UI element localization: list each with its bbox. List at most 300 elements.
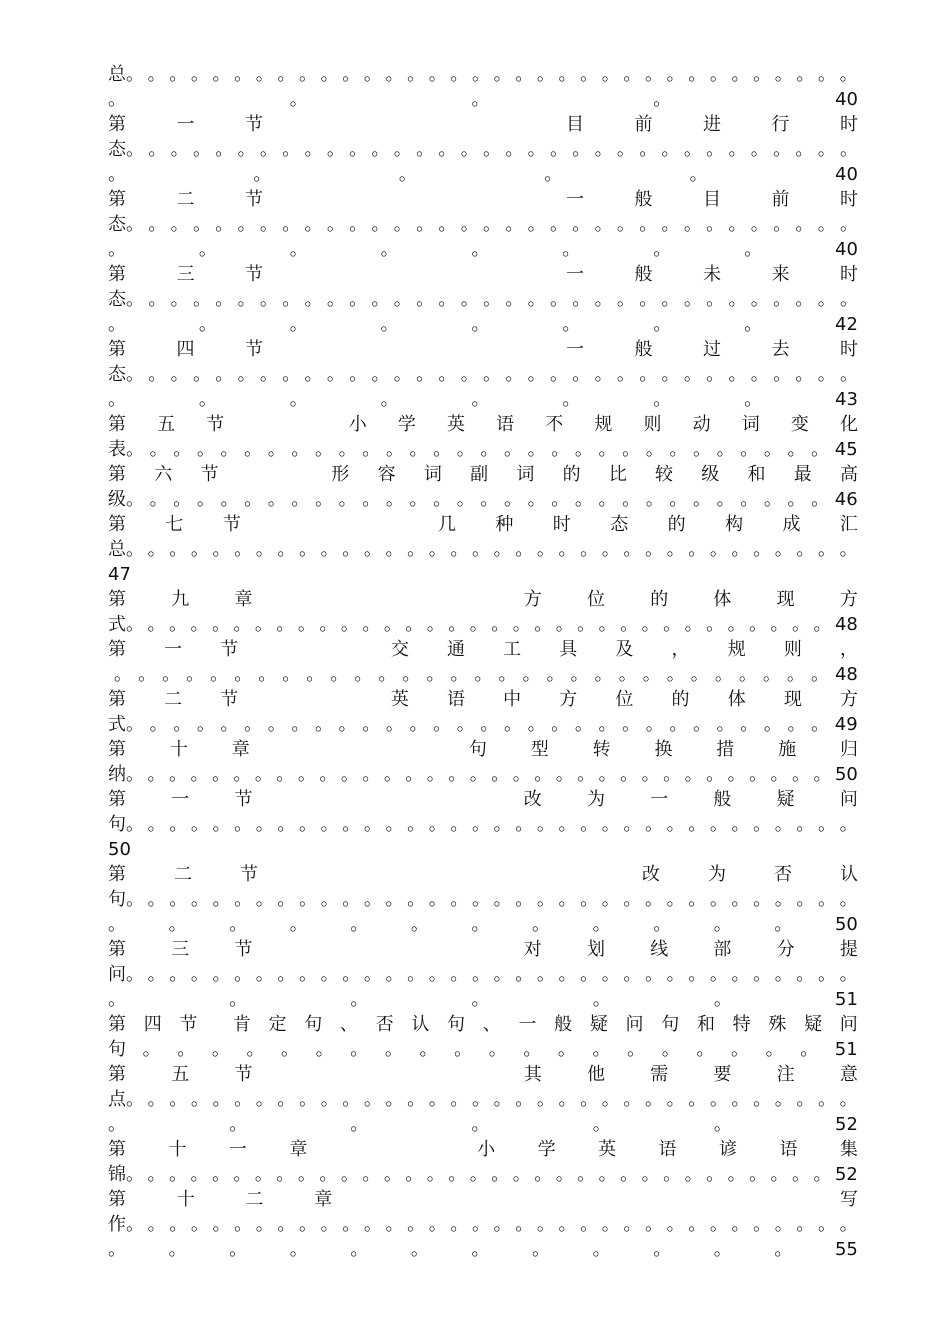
toc-char: 。 bbox=[342, 64, 361, 85]
toc-char: 。 bbox=[472, 814, 490, 835]
toc-char: 章 bbox=[234, 589, 253, 610]
leader-dot: 。 bbox=[340, 1164, 359, 1185]
leader-dot: 。 bbox=[523, 1039, 542, 1060]
toc-char: 词 bbox=[741, 414, 760, 435]
toc-line bbox=[108, 962, 858, 987]
leader-dot: 。 bbox=[592, 1114, 611, 1135]
toc-char: 。 bbox=[472, 964, 490, 985]
toc-char: 线 bbox=[650, 939, 669, 960]
toc-char: 。 bbox=[731, 1214, 750, 1235]
toc-char: 。 bbox=[839, 64, 858, 85]
leader-dot: 。 bbox=[562, 239, 581, 260]
toc-char: 。 bbox=[299, 964, 317, 985]
toc-char: 。 bbox=[840, 364, 858, 385]
leader-dot: 。 bbox=[522, 664, 541, 685]
toc-char: 。 bbox=[234, 1214, 253, 1235]
leader-dot: 。 bbox=[471, 989, 490, 1010]
toc-char: 。 bbox=[450, 814, 469, 835]
toc-char: 。 bbox=[645, 64, 663, 85]
toc-char: 态。 bbox=[108, 289, 144, 310]
toc-char: ， bbox=[671, 639, 690, 660]
toc-char: 。 bbox=[753, 814, 772, 835]
leader-dot: 。 bbox=[813, 1164, 832, 1185]
toc-line-text bbox=[108, 512, 858, 537]
toc-char: 。 bbox=[601, 814, 620, 835]
leader-dot: 式。 bbox=[108, 714, 144, 735]
leader-dot: 。 bbox=[471, 1114, 490, 1135]
toc-char: 。 bbox=[683, 289, 702, 310]
toc-char: 提 bbox=[839, 939, 858, 960]
toc-char: 。 bbox=[818, 964, 836, 985]
toc-char: 对 bbox=[523, 939, 542, 960]
leader-dot: 。 bbox=[749, 1164, 768, 1185]
toc-char: 。 bbox=[558, 1214, 577, 1235]
toc-char: 。 bbox=[796, 64, 815, 85]
leader-dot: 。 bbox=[787, 439, 806, 460]
leader-dot: 。 bbox=[162, 664, 181, 685]
toc-char: 。 bbox=[472, 889, 490, 910]
toc-char: 。 bbox=[190, 814, 209, 835]
leader-dot: 。 bbox=[577, 764, 596, 785]
leader-dot: 。 bbox=[622, 439, 641, 460]
leader-dot: 。 bbox=[198, 314, 217, 335]
leader-dot: 。 bbox=[716, 714, 735, 735]
toc-line bbox=[108, 1087, 858, 1112]
leader-dot: 。 bbox=[220, 489, 239, 510]
leader-dot: 。 bbox=[641, 614, 660, 635]
toc-char: 句。 bbox=[108, 814, 144, 835]
toc-char: 集 bbox=[839, 1139, 858, 1160]
toc-char: 和 bbox=[747, 464, 766, 485]
leader-dot: 。 bbox=[233, 1164, 252, 1185]
leader-dot: 。 bbox=[471, 239, 490, 260]
leader-dot: 。 bbox=[297, 764, 316, 785]
leader-dot: 。 bbox=[620, 764, 639, 785]
toc-char: 。 bbox=[580, 64, 599, 85]
leader-dot: 。 bbox=[456, 489, 475, 510]
toc-char: 。 bbox=[320, 539, 339, 560]
toc-char: 。 bbox=[212, 64, 231, 85]
toc-char: 疑 bbox=[589, 1014, 608, 1035]
leader-dot: 。 bbox=[620, 614, 639, 635]
toc-char: 。 bbox=[170, 289, 189, 310]
toc-char: 。 bbox=[661, 289, 680, 310]
toc-char: 点。 bbox=[108, 1089, 144, 1110]
toc-char: 。 bbox=[666, 889, 685, 910]
leader-dot: 。 bbox=[669, 714, 688, 735]
toc-char: 。 bbox=[774, 539, 793, 560]
leader-dot: 。 bbox=[426, 1164, 445, 1185]
toc-line bbox=[108, 637, 858, 662]
toc-char: 。 bbox=[320, 64, 339, 85]
toc-char: 化 bbox=[840, 414, 858, 435]
toc-char: 句 bbox=[447, 1014, 466, 1035]
leader-dot: 。 bbox=[385, 489, 404, 510]
toc-char: 。 bbox=[407, 64, 426, 85]
leader-dot: 。 bbox=[385, 714, 404, 735]
toc-line bbox=[108, 687, 858, 712]
leader-dot: 纳。 bbox=[108, 764, 144, 785]
toc-line-text bbox=[108, 937, 858, 962]
leader-dot: 。 bbox=[527, 714, 546, 735]
toc-line bbox=[108, 1012, 858, 1037]
leader-dot: 。 bbox=[196, 489, 215, 510]
toc-char: 构 bbox=[725, 514, 744, 535]
toc-char: 。 bbox=[515, 1089, 534, 1110]
toc-char: 。 bbox=[536, 539, 555, 560]
toc-char: 。 bbox=[342, 539, 361, 560]
toc-char: 。 bbox=[594, 364, 613, 385]
leader-dot: 。 bbox=[108, 1239, 126, 1260]
toc-char: 。 bbox=[601, 1089, 620, 1110]
toc-char: 。 bbox=[304, 289, 323, 310]
toc-char: 。 bbox=[438, 364, 457, 385]
leader-dot: 。 bbox=[409, 714, 428, 735]
toc-char: 。 bbox=[572, 214, 591, 235]
leader-dot: 。 bbox=[622, 489, 641, 510]
leader-dot: 。 bbox=[551, 714, 570, 735]
leader-dot: 。 bbox=[740, 714, 759, 735]
toc-char: 。 bbox=[371, 139, 390, 160]
toc-char: 不 bbox=[545, 414, 564, 435]
toc-char: 般 bbox=[554, 1014, 573, 1035]
toc-char: 否 bbox=[375, 1014, 394, 1035]
leader-dot: 。 bbox=[114, 664, 133, 685]
toc-char: 和 bbox=[696, 1014, 715, 1035]
toc-leader-line bbox=[108, 487, 858, 512]
toc-char: 。 bbox=[385, 1214, 404, 1235]
toc-char: 。 bbox=[428, 1089, 447, 1110]
toc-char: 语 bbox=[779, 1139, 798, 1160]
toc-char: 。 bbox=[450, 64, 469, 85]
leader-dot: 。 bbox=[491, 614, 510, 635]
toc-char: 。 bbox=[342, 964, 361, 985]
toc-char: 。 bbox=[580, 539, 599, 560]
toc-char: 。 bbox=[709, 64, 728, 85]
toc-char: 工 bbox=[503, 639, 522, 660]
toc-char: 。 bbox=[558, 539, 577, 560]
toc-char: 一 bbox=[566, 189, 584, 210]
toc-char: 问 bbox=[839, 1014, 858, 1035]
toc-char: 节 bbox=[222, 514, 241, 535]
toc-char: 。 bbox=[385, 539, 404, 560]
leader-dot: 。 bbox=[319, 614, 338, 635]
toc-char: 。 bbox=[320, 889, 339, 910]
leader-dot: 。 bbox=[220, 714, 239, 735]
leader-dot: 。 bbox=[229, 989, 248, 1010]
toc-line bbox=[108, 462, 858, 487]
toc-line bbox=[108, 287, 858, 312]
toc-char: 第 bbox=[108, 1189, 126, 1210]
toc-char: 。 bbox=[572, 289, 591, 310]
toc-leader-line bbox=[108, 1112, 858, 1137]
toc-char: 成 bbox=[782, 514, 801, 535]
leader-dot: 。 bbox=[770, 1164, 789, 1185]
toc-char: 为 bbox=[708, 864, 726, 885]
toc-char: 。 bbox=[709, 1089, 728, 1110]
leader-dot: 。 bbox=[689, 164, 708, 185]
toc-char: 一 bbox=[650, 789, 669, 810]
page-number: 50 bbox=[108, 839, 131, 860]
leader-dot: 。 bbox=[714, 664, 733, 685]
leader-dot: 。 bbox=[289, 914, 308, 935]
toc-char: 。 bbox=[616, 289, 635, 310]
leader-dot: 。 bbox=[471, 89, 490, 110]
toc-line bbox=[108, 1112, 858, 1137]
toc-char: 。 bbox=[147, 889, 166, 910]
toc-char: 。 bbox=[483, 364, 501, 385]
leader-dot: 。 bbox=[297, 1164, 316, 1185]
toc-char: 。 bbox=[493, 889, 512, 910]
toc-char: 。 bbox=[147, 1089, 166, 1110]
leader-dot: 。 bbox=[810, 664, 829, 685]
leader-dot: 。 bbox=[592, 1039, 611, 1060]
page-number: 42 bbox=[835, 314, 858, 335]
toc-leader-line bbox=[108, 437, 858, 462]
toc-char: 。 bbox=[505, 139, 524, 160]
toc-char: 比 bbox=[608, 464, 627, 485]
toc-char: 第 bbox=[108, 1139, 126, 1160]
leader-dot: 。 bbox=[448, 614, 467, 635]
toc-char: 。 bbox=[709, 1214, 728, 1235]
leader-dot: 。 bbox=[713, 1114, 732, 1135]
toc-char: 小 bbox=[348, 414, 367, 435]
toc-char: 。 bbox=[234, 539, 253, 560]
toc-char: 。 bbox=[527, 289, 546, 310]
toc-char: 部 bbox=[713, 939, 732, 960]
leader-dot: 。 bbox=[149, 439, 168, 460]
toc-char: 。 bbox=[277, 814, 296, 835]
leader-dot: 。 bbox=[108, 239, 126, 260]
toc-char: 。 bbox=[795, 214, 814, 235]
leader-dot: 。 bbox=[448, 764, 467, 785]
toc-char: 汇 bbox=[839, 514, 858, 535]
leader-dot: 。 bbox=[813, 614, 832, 635]
toc-char: 。 bbox=[558, 814, 577, 835]
toc-char: 。 bbox=[558, 964, 577, 985]
toc-char: 。 bbox=[709, 889, 728, 910]
leader-dot: 。 bbox=[340, 614, 359, 635]
leader-dot: 。 bbox=[419, 1039, 438, 1060]
toc-char: 。 bbox=[774, 889, 793, 910]
toc-char: 。 bbox=[483, 289, 501, 310]
toc-char: 。 bbox=[385, 64, 404, 85]
toc-char: 。 bbox=[580, 964, 599, 985]
toc-char: 。 bbox=[623, 1214, 642, 1235]
leader-dot: 。 bbox=[471, 1239, 490, 1260]
toc-char: 。 bbox=[349, 139, 368, 160]
toc-char: 交 bbox=[390, 639, 409, 660]
toc-char: 。 bbox=[706, 364, 725, 385]
leader-dot: 。 bbox=[210, 664, 229, 685]
toc-line-text bbox=[108, 62, 858, 87]
leader-dot: 。 bbox=[813, 764, 832, 785]
toc-char: 。 bbox=[493, 64, 512, 85]
toc-char: 时 bbox=[552, 514, 571, 535]
toc-char: 作。 bbox=[108, 1214, 144, 1235]
toc-char: 。 bbox=[750, 139, 769, 160]
toc-char: 。 bbox=[255, 539, 274, 560]
toc-char: 。 bbox=[320, 964, 339, 985]
page-number: 43 bbox=[835, 389, 858, 410]
leader-dot: 。 bbox=[498, 664, 517, 685]
leader-dot: 。 bbox=[409, 439, 428, 460]
toc-char: 通 bbox=[446, 639, 465, 660]
toc-char: 。 bbox=[237, 214, 256, 235]
toc-char: 疑 bbox=[804, 1014, 823, 1035]
toc-line bbox=[108, 312, 858, 337]
toc-char: 第 bbox=[108, 464, 126, 485]
leader-dot: 。 bbox=[727, 614, 746, 635]
toc-char: 。 bbox=[706, 139, 725, 160]
toc-char: 前 bbox=[634, 114, 653, 135]
toc-char: 。 bbox=[795, 289, 814, 310]
leader-dot: 。 bbox=[534, 614, 553, 635]
leader-dot: 。 bbox=[138, 664, 157, 685]
toc-char: 未 bbox=[703, 264, 721, 285]
toc-line bbox=[108, 187, 858, 212]
toc-char: 。 bbox=[753, 964, 772, 985]
toc-char: 。 bbox=[450, 964, 469, 985]
toc-line-text bbox=[108, 687, 858, 712]
toc-char: 。 bbox=[493, 539, 512, 560]
toc-char: 一 bbox=[518, 1014, 537, 1035]
toc-char: 。 bbox=[731, 64, 750, 85]
toc-char: 。 bbox=[299, 64, 317, 85]
toc-char: 。 bbox=[320, 814, 339, 835]
toc-char: 五 bbox=[171, 1064, 190, 1085]
toc-char: 他 bbox=[586, 1064, 605, 1085]
toc-char: 。 bbox=[282, 364, 301, 385]
toc-char: 第 bbox=[108, 689, 126, 710]
leader-dot: 。 bbox=[480, 439, 499, 460]
leader-dot: 。 bbox=[297, 614, 316, 635]
leader-dot: 。 bbox=[362, 1164, 381, 1185]
toc-char: 节 bbox=[245, 114, 263, 135]
toc-char: 。 bbox=[407, 889, 426, 910]
toc-char: 。 bbox=[515, 539, 534, 560]
toc-char: 词 bbox=[516, 464, 535, 485]
toc-char: 。 bbox=[572, 364, 591, 385]
toc-line bbox=[108, 137, 858, 162]
toc-char: 。 bbox=[572, 139, 591, 160]
toc-char: 。 bbox=[709, 814, 728, 835]
toc-line-text bbox=[108, 112, 858, 137]
toc-char: 九 bbox=[171, 589, 190, 610]
leader-dot: 。 bbox=[693, 489, 711, 510]
toc-char: 第 bbox=[108, 514, 126, 535]
leader-dot: 。 bbox=[383, 1164, 402, 1185]
toc-char: 容 bbox=[377, 464, 396, 485]
toc-char: 学 bbox=[537, 1139, 556, 1160]
leader-dot: 。 bbox=[456, 439, 475, 460]
toc-char: 。 bbox=[212, 539, 231, 560]
leader-dot: 。 bbox=[592, 989, 611, 1010]
toc-line-text bbox=[108, 187, 858, 212]
toc-char: 。 bbox=[505, 214, 524, 235]
toc-char: 时 bbox=[840, 189, 858, 210]
toc-char: 。 bbox=[326, 139, 345, 160]
toc-char: 。 bbox=[750, 289, 769, 310]
toc-line-text bbox=[108, 637, 858, 662]
leader-dot: 。 bbox=[744, 239, 763, 260]
leader-dot: 。 bbox=[574, 489, 593, 510]
toc-char: 。 bbox=[536, 64, 555, 85]
leader-dot: 。 bbox=[168, 914, 187, 935]
toc-char: 。 bbox=[795, 364, 814, 385]
toc-leader-line bbox=[108, 1162, 858, 1187]
leader-dot: 。 bbox=[774, 914, 793, 935]
leader-dot: 。 bbox=[350, 1039, 369, 1060]
toc-char: 几 bbox=[437, 514, 456, 535]
leader-dot: 。 bbox=[168, 1164, 187, 1185]
toc-line-text bbox=[108, 1137, 858, 1162]
toc-char: 二 bbox=[176, 189, 195, 210]
toc-char: 。 bbox=[234, 814, 253, 835]
toc-char: 。 bbox=[342, 889, 361, 910]
leader-dot: 。 bbox=[380, 389, 399, 410]
toc-char: 。 bbox=[259, 214, 278, 235]
leader-dot: 。 bbox=[811, 439, 830, 460]
toc-char: 。 bbox=[371, 289, 390, 310]
leader-dot: 。 bbox=[338, 714, 357, 735]
leader-dot: 。 bbox=[480, 489, 499, 510]
toc-char: 。 bbox=[773, 289, 792, 310]
toc-char: 。 bbox=[320, 1089, 339, 1110]
toc-char: 节 bbox=[206, 414, 225, 435]
toc-char: 形 bbox=[331, 464, 350, 485]
page-number: 48 bbox=[834, 664, 858, 685]
toc-char: 。 bbox=[661, 214, 680, 235]
toc-char: 。 bbox=[515, 1214, 534, 1235]
toc-char: 。 bbox=[192, 214, 211, 235]
toc-char: 二 bbox=[245, 1189, 264, 1210]
toc-char: 学 bbox=[397, 414, 416, 435]
toc-char: 一 bbox=[164, 639, 183, 660]
toc-char: 。 bbox=[169, 889, 188, 910]
page-number: 40 bbox=[835, 239, 858, 260]
toc-char: 。 bbox=[416, 139, 435, 160]
toc-char: 节 bbox=[245, 339, 263, 360]
leader-dot: 。 bbox=[426, 614, 445, 635]
toc-char: 。 bbox=[773, 139, 792, 160]
toc-char: 认 bbox=[840, 864, 858, 885]
leader-dot: 。 bbox=[469, 614, 488, 635]
leader-dot: 。 bbox=[291, 489, 310, 510]
page-number: 55 bbox=[834, 1239, 858, 1260]
toc-char: 。 bbox=[472, 1089, 490, 1110]
toc-char: 。 bbox=[393, 214, 412, 235]
toc-char: 体 bbox=[727, 689, 746, 710]
leader-dot: 。 bbox=[291, 714, 310, 735]
toc-char: 。 bbox=[170, 364, 189, 385]
leader-dot: 。 bbox=[727, 1164, 746, 1185]
toc-line bbox=[108, 987, 858, 1012]
toc-char: 。 bbox=[460, 364, 479, 385]
leader-dot: 。 bbox=[196, 439, 215, 460]
toc-char: 。 bbox=[580, 814, 599, 835]
toc-char: 。 bbox=[147, 64, 166, 85]
leader-dot: 。 bbox=[108, 389, 126, 410]
leader-dot: 。 bbox=[792, 1164, 811, 1185]
toc-char: 。 bbox=[212, 964, 231, 985]
page-number: 45 bbox=[834, 439, 858, 460]
leader-dot: 。 bbox=[690, 664, 709, 685]
toc-char: 句 bbox=[661, 1014, 680, 1035]
leader-dot: 。 bbox=[653, 239, 672, 260]
toc-char: 。 bbox=[616, 139, 635, 160]
toc-char: 。 bbox=[839, 1089, 858, 1110]
